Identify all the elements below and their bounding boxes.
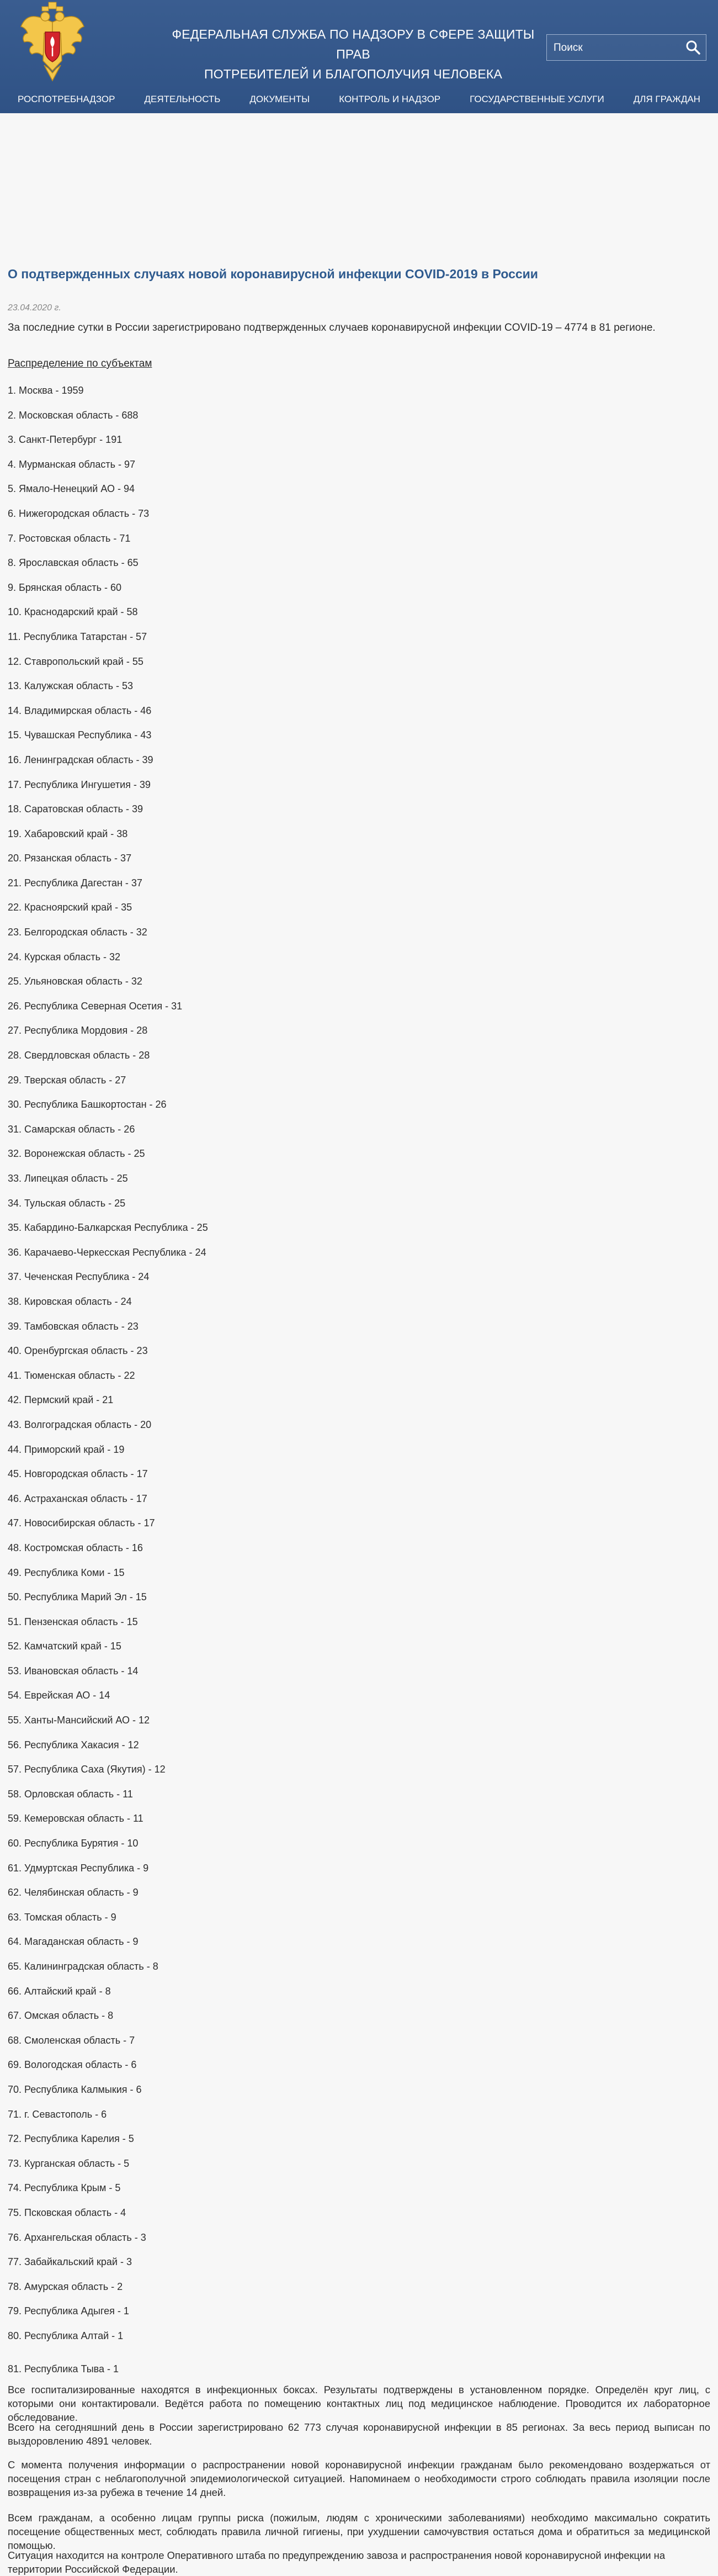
list-item: 54. Еврейская АО - 14: [8, 1690, 110, 1701]
article-paragraph: Все госпитализированные находятся в инфекционных боксах. Результаты подтверждены в установленном порядке. Определён круг лиц, с которыми они контактировали. Ведётся работа по помещению контактных лиц под медицинское наблюдение. Проводится их лабораторное обследование.: [8, 2384, 710, 2423]
list-item: 22. Красноярский край - 35: [8, 902, 132, 913]
list-item: 13. Калужская область - 53: [8, 680, 133, 692]
list-item: 47. Новосибирская область - 17: [8, 1517, 155, 1529]
list-item: 78. Амурская область - 2: [8, 2281, 123, 2292]
list-item: 25. Ульяновская область - 32: [8, 976, 142, 987]
list-item: 19. Хабаровский край - 38: [8, 828, 128, 839]
article-paragraph: Всего на сегодняшний день в России зарегистрировано 62 773 случая коронавирусной инфекции в 85 регионах. За весь период выписан по выздоровлению 4891 человек.: [8, 2421, 710, 2447]
site-title-line1: ФЕДЕРАЛЬНАЯ СЛУЖБА ПО НАДЗОРУ В СФЕРЕ ЗАЩИТЫ ПРАВ: [172, 27, 535, 61]
list-item: 79. Республика Адыгея - 1: [8, 2305, 129, 2317]
list-item: 72. Республика Карелия - 5: [8, 2133, 134, 2145]
article-lead: За последние сутки в России зарегистрировано подтвержденных случаев коронавирусной инфекции COVID-19 – 4774 в 81 регионе.: [8, 322, 656, 334]
list-item: 9. Брянская область - 60: [8, 581, 122, 593]
coat-of-arms-logo[interactable]: [17, 0, 88, 87]
list-item: 69. Вологодская область - 6: [8, 2059, 137, 2071]
region-list: [8, 384, 208, 2354]
list-item: 51. Пензенская область - 15: [8, 1616, 138, 1627]
list-item: 48. Костромская область - 16: [8, 1542, 143, 1553]
list-item: 11. Республика Татарстан - 57: [8, 631, 147, 642]
article-date: 23.04.2020 г.: [8, 303, 61, 313]
search-input[interactable]: [552, 39, 676, 57]
list-item: 45. Новгородская область - 17: [8, 1468, 148, 1480]
list-item: 28. Свердловская область - 28: [8, 1050, 150, 1061]
list-item: 74. Республика Крым - 5: [8, 2182, 121, 2194]
search-box: [546, 34, 706, 61]
list-item: 42. Пермский край - 21: [8, 1394, 114, 1406]
list-item: 53. Ивановская область - 14: [8, 1665, 139, 1676]
list-item: 52. Камчатский край - 15: [8, 1641, 121, 1652]
list-item: 77. Забайкальский край - 3: [8, 2256, 132, 2268]
site-header: [0, 0, 718, 113]
list-item: 14. Владимирская область - 46: [8, 705, 152, 716]
nav-item-rospotrebnadzor[interactable]: РОСПОТРЕБНАДЗОР: [18, 94, 115, 104]
list-item: 43. Волгоградская область - 20: [8, 1419, 152, 1430]
list-item: 67. Омская область - 8: [8, 2010, 114, 2022]
list-item: 44. Приморский край - 19: [8, 1443, 125, 1455]
list-item: 15. Чувашская Республика - 43: [8, 729, 152, 741]
list-item: 26. Республика Северная Осетия - 31: [8, 1000, 183, 1012]
list-item: 57. Республика Саха (Якутия) - 12: [8, 1764, 166, 1775]
list-item: 56. Республика Хакасия - 12: [8, 1739, 139, 1750]
list-item: 68. Смоленская область - 7: [8, 2034, 135, 2046]
list-item: 37. Чеченская Республика - 24: [8, 1271, 150, 1283]
list-item: 18. Саратовская область - 39: [8, 803, 143, 815]
list-item: 39. Тамбовская область - 23: [8, 1320, 139, 1332]
list-item: 55. Ханты-Мансийский АО - 12: [8, 1715, 150, 1726]
nav-item-citizens[interactable]: ДЛЯ ГРАЖДАН: [633, 94, 700, 104]
list-item: 66. Алтайский край - 8: [8, 1985, 111, 1997]
list-item: 21. Республика Дагестан - 37: [8, 877, 142, 888]
list-item: 62. Челябинская область - 9: [8, 1887, 139, 1898]
list-item: 31. Самарская область - 26: [8, 1123, 135, 1135]
list-item: 64. Магаданская область - 9: [8, 1936, 139, 1948]
list-item: 32. Воронежская область - 25: [8, 1148, 145, 1160]
list-item: 10. Краснодарский край - 58: [8, 606, 138, 618]
article-paragraph: С момента получения информации о распространении новой коронавирусной инфекции гражданам было рекомендовано воздержаться от посещения стран с неблагополучной эпидемиологической ситуацией. Напоминаем о необходимости строго соблюдать правила изоляции после возвращения из-за рубежа в течение 14 дней.: [8, 2459, 710, 2498]
list-item: 35. Кабардино-Балкарская Республика - 25: [8, 1222, 208, 1234]
list-item: 61. Удмуртская Республика - 9: [8, 1862, 149, 1874]
list-item: 46. Астраханская область - 17: [8, 1493, 147, 1504]
list-item: 2. Московская область - 688: [8, 409, 139, 421]
list-item: 40. Оренбургская область - 23: [8, 1345, 148, 1357]
list-item: 6. Нижегородская область - 73: [8, 507, 150, 519]
list-item: 23. Белгородская область - 32: [8, 927, 147, 938]
list-item: 70. Республика Калмыкия - 6: [8, 2083, 142, 2095]
nav-item-control[interactable]: КОНТРОЛЬ И НАДЗОР: [339, 94, 441, 104]
article-paragraph: Ситуация находится на контроле Оперативного штаба по предупреждению завоза и распространения новой коронавирусной инфекции на территории Российской Федерации.: [8, 2549, 666, 2575]
list-item: 33. Липецкая область - 25: [8, 1173, 128, 1184]
list-item: 49. Республика Коми - 15: [8, 1567, 125, 1578]
page-title: О подтвержденных случаях новой коронавирусной инфекции COVID-2019 в России: [8, 267, 538, 281]
list-item: 81. Республика Тыва - 1: [8, 2363, 119, 2374]
list-item: 24. Курская область - 32: [8, 951, 121, 962]
list-item: 8. Ярославская область - 65: [8, 557, 139, 569]
search-icon[interactable]: [684, 39, 701, 56]
list-item: 17. Республика Ингушетия - 39: [8, 779, 151, 790]
list-item: 65. Калининградская область - 8: [8, 1961, 158, 1972]
nav-item-documents[interactable]: ДОКУМЕНТЫ: [249, 94, 310, 104]
list-item: 76. Архангельская область - 3: [8, 2231, 146, 2243]
list-item: 50. Республика Марий Эл - 15: [8, 1591, 147, 1603]
list-item: 38. Кировская область - 24: [8, 1295, 132, 1307]
list-item: 60. Республика Бурятия - 10: [8, 1838, 139, 1849]
list-item: 58. Орловская область - 11: [8, 1788, 133, 1800]
main-nav: [0, 86, 718, 113]
list-item: 75. Псковская область - 4: [8, 2207, 126, 2218]
list-item: 3. Санкт-Петербург - 191: [8, 434, 123, 446]
list-item: 7. Ростовская область - 71: [8, 532, 131, 544]
list-item: 63. Томская область - 9: [8, 1911, 116, 1923]
list-item: 12. Ставропольский край - 55: [8, 655, 143, 667]
nav-item-activity[interactable]: ДЕЯТЕЛЬНОСТЬ: [144, 94, 221, 104]
nav-item-services[interactable]: ГОСУДАРСТВЕННЫЕ УСЛУГИ: [470, 94, 604, 104]
site-title: [155, 24, 552, 84]
list-item: 1. Москва - 1959: [8, 385, 84, 396]
list-item: 20. Рязанская область - 37: [8, 853, 132, 864]
list-item: 71. г. Севастополь - 6: [8, 2108, 107, 2120]
list-item: 59. Кемеровская область - 11: [8, 1813, 143, 1824]
list-item: 80. Республика Алтай - 1: [8, 2330, 124, 2341]
list-item: 16. Ленинградская область - 39: [8, 754, 153, 765]
distribution-heading: Распределение по субъектам: [8, 358, 152, 369]
list-item: 5. Ямало-Ненецкий АО - 94: [8, 483, 135, 495]
list-item: 41. Тюменская область - 22: [8, 1369, 135, 1381]
list-item: 73. Курганская область - 5: [8, 2157, 130, 2169]
list-item: 27. Республика Мордовия - 28: [8, 1025, 148, 1036]
site-title-line2: ПОТРЕБИТЕЛЕЙ И БЛАГОПОЛУЧИЯ ЧЕЛОВЕКА: [204, 67, 503, 81]
list-item: 4. Мурманская область - 97: [8, 458, 136, 470]
list-item: 36. Карачаево-Черкесская Республика - 24: [8, 1246, 206, 1258]
list-item: 29. Тверская область - 27: [8, 1074, 126, 1086]
list-item: 34. Тульская область - 25: [8, 1197, 126, 1209]
article-paragraph: Всем гражданам, а особенно лицам группы риска (пожилым, людям с хроническими заболеваниями) необходимо максимально сократить посещение общественных мест, соблюдать правила личной гигиены, при ухудшении самочувствия остаться дома и обратиться за медицинской помощью.: [8, 2512, 710, 2551]
list-item: 30. Республика Башкортостан - 26: [8, 1099, 167, 1110]
